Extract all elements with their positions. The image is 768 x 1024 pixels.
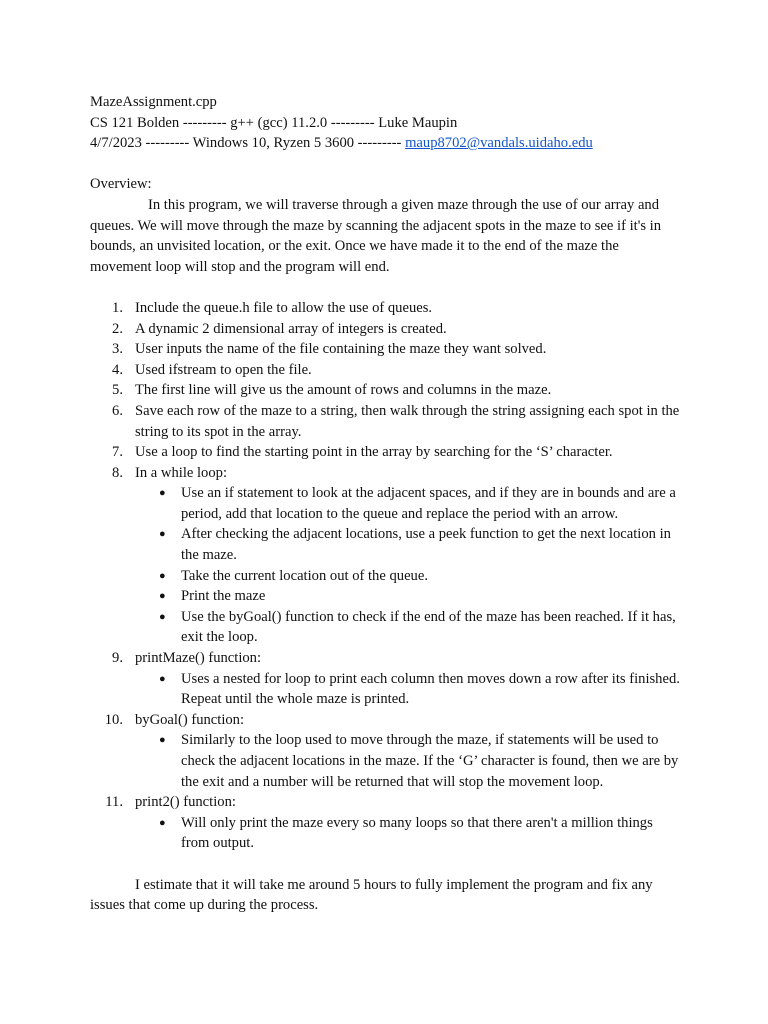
sub-list-item: [135, 524, 681, 565]
item-number: 2.: [112, 320, 123, 337]
list-item: [90, 648, 683, 710]
list-item: [90, 339, 683, 360]
sub-item-text: Will only print the maze every so many loops so that there aren't a million things from output.: [181, 814, 653, 852]
sub-list-item: [135, 566, 681, 587]
sub-list-item: [135, 483, 681, 524]
item-number: 8.: [112, 464, 123, 481]
spacer: [90, 854, 690, 875]
spacer: [90, 277, 690, 298]
sub-item-text: After checking the adjacent locations, use a peek function to get the next location in the maze.: [181, 526, 671, 564]
email-link[interactable]: maup8702@vandals.uidaho.edu: [405, 135, 593, 152]
item-text: Save each row of the maze to a string, then walk through the string assigning each spot in the string to its spot in the array.: [135, 402, 680, 440]
spacer: [90, 154, 690, 175]
sub-item-text: Use an if statement to look at the adjacent spaces, and if they are in bounds and are a period, add that location to the queue and replace the period with an arrow.: [181, 485, 676, 522]
list-item: [90, 463, 683, 648]
bullet-icon: ●: [159, 672, 166, 685]
sub-list-item: [135, 586, 681, 607]
item-number: 6.: [112, 402, 123, 419]
item-text: Used ifstream to open the file.: [135, 361, 312, 378]
document-page: [90, 92, 690, 916]
item-number: 5.: [112, 382, 123, 399]
date-system-text: 4/7/2023 --------- Windows 10, Ryzen 5 3600 ---------: [90, 135, 406, 152]
item-number: 1.: [112, 299, 123, 316]
item-text: printMaze() function:: [135, 650, 262, 667]
sub-list-item: [135, 607, 681, 648]
item-number: 9.: [112, 650, 123, 667]
list-item: [90, 710, 683, 792]
sub-item-text: Take the current location out of the queue.: [181, 567, 428, 584]
bullet-icon: ●: [159, 569, 166, 582]
overview-heading: Overview:: [90, 176, 152, 193]
sub-item-text: Use the byGoal() function to check if the end of the maze has been reached. If it has, exit the loop.: [181, 608, 676, 646]
item-text: The first line will give us the amount of rows and columns in the maze.: [135, 382, 552, 399]
item-number: 11.: [105, 794, 123, 811]
item-number: 4.: [112, 361, 123, 378]
list-item: [90, 319, 683, 340]
sub-list: [135, 669, 683, 710]
sub-list: [135, 483, 683, 648]
steps-list: [90, 298, 690, 854]
sub-list-item: [135, 669, 681, 710]
sub-list-item: [135, 813, 681, 854]
sub-list: [135, 730, 683, 792]
item-text: User inputs the name of the file containing the maze they want solved.: [135, 341, 547, 358]
item-text: print2() function:: [135, 794, 236, 811]
sub-item-text: Uses a nested for loop to print each column then moves down a row after its finished. Repeat until the whole maze is printed.: [181, 670, 680, 708]
sub-item-text: Similarly to the loop used to move through the maze, if statements will be used to check the adjacent locations in the maze. If the ‘G’ character is found, then we are by the exit and a number will be returned that will stop the movement loop.: [181, 732, 679, 790]
bullet-icon: ●: [159, 610, 166, 623]
closing-paragraph: I estimate that it will take me around 5 hours to fully implement the program and fix any issues that come up during the process.: [90, 876, 653, 914]
list-item: [90, 298, 683, 319]
bullet-icon: ●: [159, 528, 166, 541]
bullet-icon: ●: [159, 816, 166, 829]
item-text: Include the queue.h file to allow the use of queues.: [135, 299, 433, 316]
sub-list: [135, 813, 683, 854]
bullet-icon: ●: [159, 590, 166, 603]
file-name: MazeAssignment.cpp: [90, 94, 217, 110]
sub-list-item: [135, 730, 681, 792]
overview-paragraph: In this program, we will traverse through a given maze through the use of our array and queues. We will move through the maze by scanning the adjacent spots in the maze to see if it's in bounds, an unvisited location, or the exit. Once we have made it to the end of the maze the movement loop will stop and the program will end.: [90, 196, 662, 275]
item-number: 3.: [112, 341, 123, 358]
item-number: 7.: [112, 444, 123, 461]
course-compiler-author: CS 121 Bolden --------- g++ (gcc) 11.2.0 --------- Luke Maupin: [90, 114, 458, 131]
item-text: Use a loop to find the starting point in the array by searching for the ‘S’ character.: [135, 444, 613, 461]
item-text: A dynamic 2 dimensional array of integers is created.: [135, 320, 447, 337]
bullet-icon: ●: [159, 734, 166, 747]
list-item: [90, 401, 683, 442]
bullet-icon: ●: [159, 487, 166, 500]
item-text: In a while loop:: [135, 464, 228, 481]
sub-item-text: Print the maze: [181, 588, 266, 605]
date-system-email: [90, 133, 690, 154]
item-number: 10.: [104, 711, 123, 728]
list-item: [90, 360, 683, 381]
list-item: [90, 442, 683, 463]
list-item: [90, 380, 683, 401]
list-item: [90, 792, 683, 854]
item-text: byGoal() function:: [135, 711, 245, 728]
